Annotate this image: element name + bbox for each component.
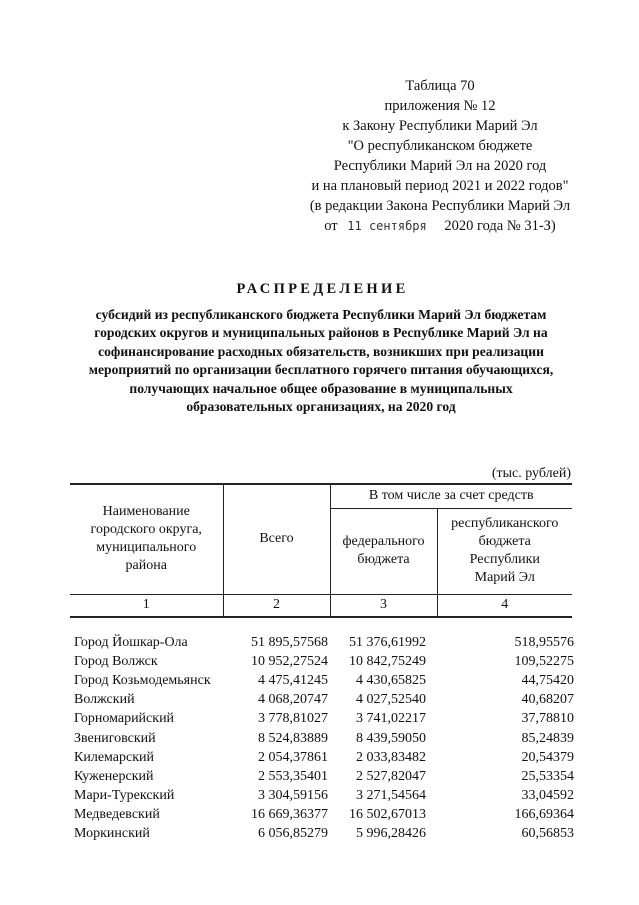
col-header-total: Всего xyxy=(223,484,330,594)
cell-name: Медведевский xyxy=(74,807,160,823)
subtitle-line: получающих начальное общее образование в муниципальных xyxy=(129,380,513,396)
col-header-group: В том числе за счет средств xyxy=(330,484,572,508)
cell-republic: 40,68207 xyxy=(521,692,574,708)
subtitle-line: субсидий из республиканского бюджета Республики Марий Эл бюджетам xyxy=(95,307,547,322)
table-row xyxy=(74,825,574,844)
cell-federal: 4 430,65825 xyxy=(356,672,426,688)
header-line: приложения № 12 xyxy=(384,98,496,114)
cell-name: Волжский xyxy=(74,692,135,708)
cell-federal: 3 271,54564 xyxy=(356,788,426,804)
cell-federal: 2 527,82047 xyxy=(356,768,426,784)
cell-republic: 109,52275 xyxy=(514,653,574,669)
table-row xyxy=(74,729,574,748)
appendix-header xyxy=(250,76,630,236)
data-table xyxy=(74,633,574,844)
subtitle-line: мероприятий по организации бесплатного горячего питания обучающихся, xyxy=(88,362,554,378)
header-line: (в редакции Закона Республики Марий Эл xyxy=(309,198,571,214)
document-title: РАСПРЕДЕЛЕНИЕ xyxy=(236,281,409,297)
cell-federal: 4 027,52540 xyxy=(356,692,426,708)
header-line: "О республиканском бюджете xyxy=(347,138,533,154)
subtitle-line: софинансирование расходных обязательств, возникших при реализации xyxy=(98,343,544,359)
header-date-line xyxy=(250,216,630,236)
cell-total: 3 778,81027 xyxy=(258,711,328,727)
header-line: и на плановый период 2021 и 2022 годов" xyxy=(311,178,569,194)
handwritten-date: 11 сентября xyxy=(347,219,427,233)
header-line: Таблица 70 xyxy=(405,78,475,94)
cell-republic: 60,56853 xyxy=(521,826,574,842)
cell-total: 8 524,83889 xyxy=(258,730,328,746)
cell-name: Город Йошкар-Ола xyxy=(74,634,188,650)
table-row xyxy=(74,748,574,767)
date-suffix: 2020 года № 31-З) xyxy=(444,218,556,234)
date-prefix: от xyxy=(324,218,338,234)
table-row xyxy=(74,652,574,671)
col-number: 2 xyxy=(223,594,330,617)
col-header-name: Наименование городского округа, муниципального района xyxy=(70,484,223,594)
cell-republic: 37,78810 xyxy=(521,711,574,727)
cell-total: 2 553,35401 xyxy=(258,768,328,784)
cell-total: 2 054,37861 xyxy=(258,749,328,765)
cell-republic: 85,24839 xyxy=(521,730,574,746)
cell-total: 16 669,36377 xyxy=(251,807,328,823)
subtitle-line: образовательных организациях, на 2020 год xyxy=(186,399,456,415)
units-label: (тыс. рублей) xyxy=(491,466,571,481)
cell-name: Горномарийский xyxy=(74,711,175,727)
cell-republic: 20,54379 xyxy=(521,749,574,765)
table-row xyxy=(74,633,574,652)
cell-republic: 166,69364 xyxy=(514,807,574,823)
cell-federal: 10 842,75249 xyxy=(349,653,426,669)
cell-total: 3 304,59156 xyxy=(258,788,328,804)
cell-name: Город Волжск xyxy=(74,653,158,669)
cell-republic: 25,53354 xyxy=(521,768,574,784)
cell-name: Город Козьмодемьянск xyxy=(74,672,211,688)
cell-total: 10 952,27524 xyxy=(251,653,328,669)
cell-federal: 3 741,02217 xyxy=(356,711,426,727)
table-row xyxy=(74,671,574,690)
subtitle-line: городских округов и муниципальных районов в Республике Марий Эл на xyxy=(94,325,548,341)
document-subtitle xyxy=(58,306,584,416)
cell-republic: 518,95576 xyxy=(514,634,574,650)
header-line: к Закону Республики Марий Эл xyxy=(342,118,538,134)
cell-total: 4 475,41245 xyxy=(258,672,328,688)
col-header-federal: федерального бюджета xyxy=(330,508,437,594)
cell-republic: 33,04592 xyxy=(521,788,574,804)
col-number: 1 xyxy=(70,594,223,617)
cell-total: 6 056,85279 xyxy=(258,826,328,842)
cell-total: 4 068,20747 xyxy=(258,692,328,708)
cell-federal: 51 376,61992 xyxy=(349,634,426,650)
cell-name: Звениговский xyxy=(74,730,156,746)
table-row xyxy=(74,710,574,729)
cell-republic: 44,75420 xyxy=(521,672,574,688)
cell-federal: 8 439,59050 xyxy=(356,730,426,746)
cell-federal: 16 502,67013 xyxy=(349,807,426,823)
col-number: 4 xyxy=(437,594,572,617)
col-header-republic: республиканского бюджета Республики Марий Эл xyxy=(437,508,572,594)
table-header xyxy=(70,483,572,618)
cell-federal: 5 996,28426 xyxy=(356,826,426,842)
cell-name: Мари-Турекский xyxy=(74,788,175,804)
table-row xyxy=(74,691,574,710)
header-line: Республики Марий Эл на 2020 год xyxy=(333,158,547,174)
table-row xyxy=(74,806,574,825)
cell-name: Куженерский xyxy=(74,768,154,784)
table-row xyxy=(74,767,574,786)
cell-name: Килемарский xyxy=(74,749,155,765)
col-number: 3 xyxy=(330,594,437,617)
cell-total: 51 895,57568 xyxy=(251,634,328,650)
table-row xyxy=(74,787,574,806)
cell-federal: 2 033,83482 xyxy=(356,749,426,765)
cell-name: Моркинский xyxy=(74,826,150,842)
